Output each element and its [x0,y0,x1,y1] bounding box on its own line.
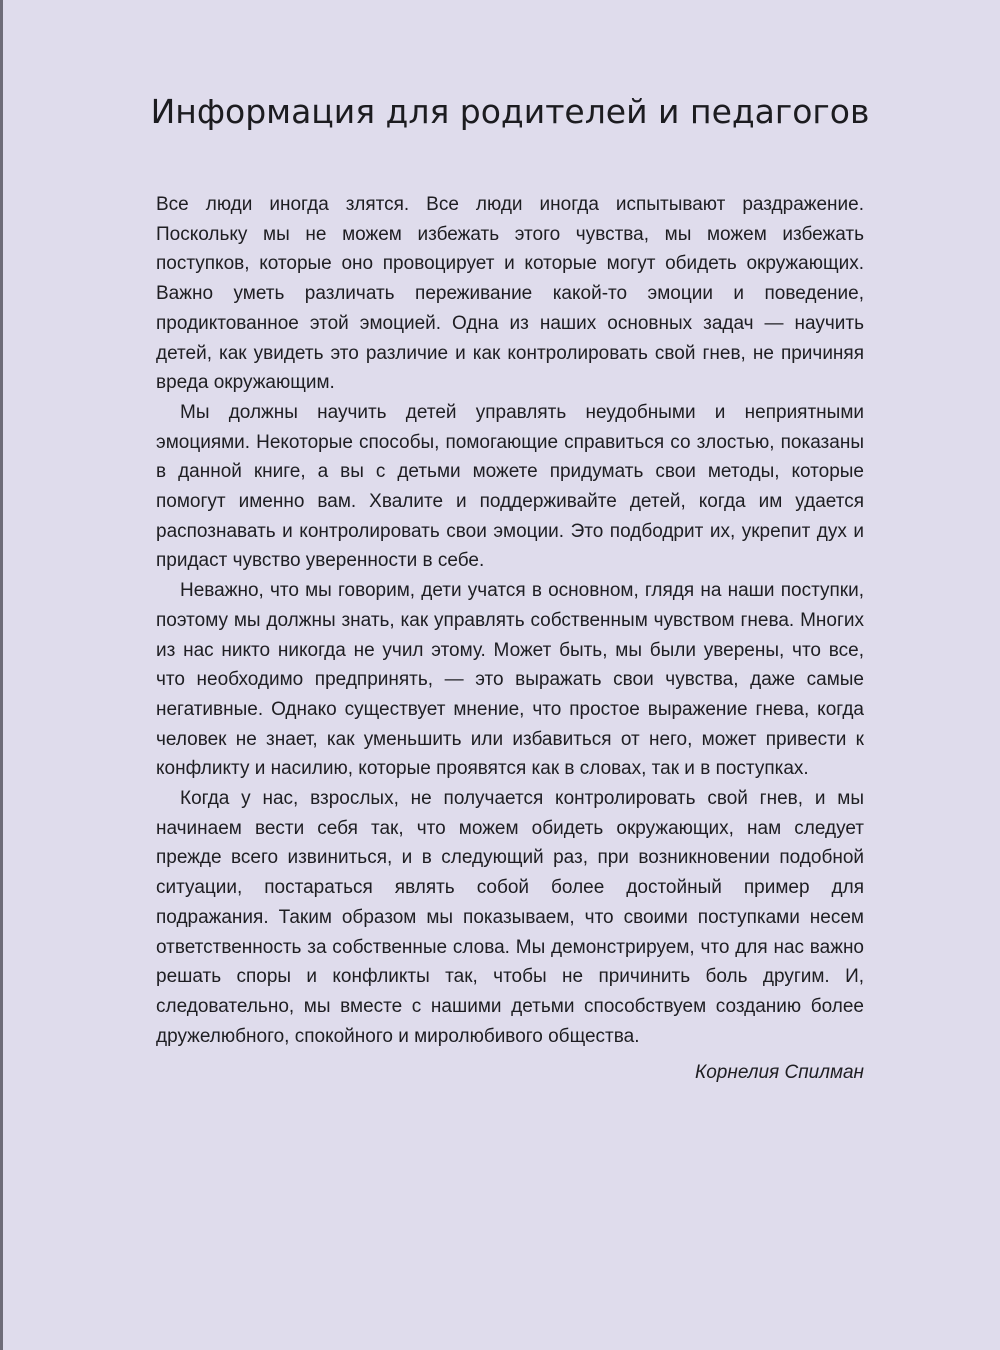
paragraph-1: Все люди иногда злятся. Все люди иногда испытывают раздражение. Поскольку мы не можем избежать этого чувства, мы можем избежать поступков, которые оно провоцирует и которые могут обидеть окружающих. Важно уметь различать переживание какой-то эмоции и поведение, продиктованное этой эмоцией. Одна из наших основных задач — научить детей, как увидеть это различие и как контролировать свой гнев, не причиняя вреда окружающим. [156,194,864,394]
document-page [150,90,870,1087]
paragraph-2: Мы должны научить детей управлять неудобными и неприятными эмоциями. Некоторые способы, помогающие справиться со злостью, показаны в данной книге, а вы с детьми можете придумать свои методы, которые помогут именно вам. Хвалите и поддерживайте детей, когда им удается распознавать и контролировать свои эмоции. Это подбодрит их, укрепит дух и придаст чувство уверенности в себе. [156,401,864,572]
paragraph-4: Когда у нас, взрослых, не получается контролировать свой гнев, и мы начинаем вести себя так, что можем обидеть окружающих, нам следует прежде всего извиниться, и в следующий раз, при возникновении подобной ситуации, постараться являть собой более достойный пример для подражания. Таким образом мы показываем, что своими поступками несем ответственность за собственные слова. Мы демонстрируем, что для нас важно решать споры и конфликты так, чтобы не причинить боль другим. И, следовательно, мы вместе с нашими детьми способствуем созданию более дружелюбного, спокойного и миролюбивого общества. [156,788,864,1047]
page-edge-border [0,0,3,1350]
paragraph-3: Неважно, что мы говорим, дети учатся в основном, глядя на наши поступки, поэтому мы должны знать, как управлять собственным чувством гнева. Многих из нас никто никогда не учил этому. Может быть, мы были уверены, что все, что необходимо предпринять, — это выражать свои чувства, даже самые негативные. Однако существует мнение, что простое выражение гнева, когда человек не знает, как уменьшить или избавиться от него, может привести к конфликту и насилию, которые проявятся как в словах, так и в поступках. [156,580,864,780]
page-title: Информация для родителей и педагогов [150,92,870,131]
author-signature: Корнелия Спилман [695,1062,864,1084]
